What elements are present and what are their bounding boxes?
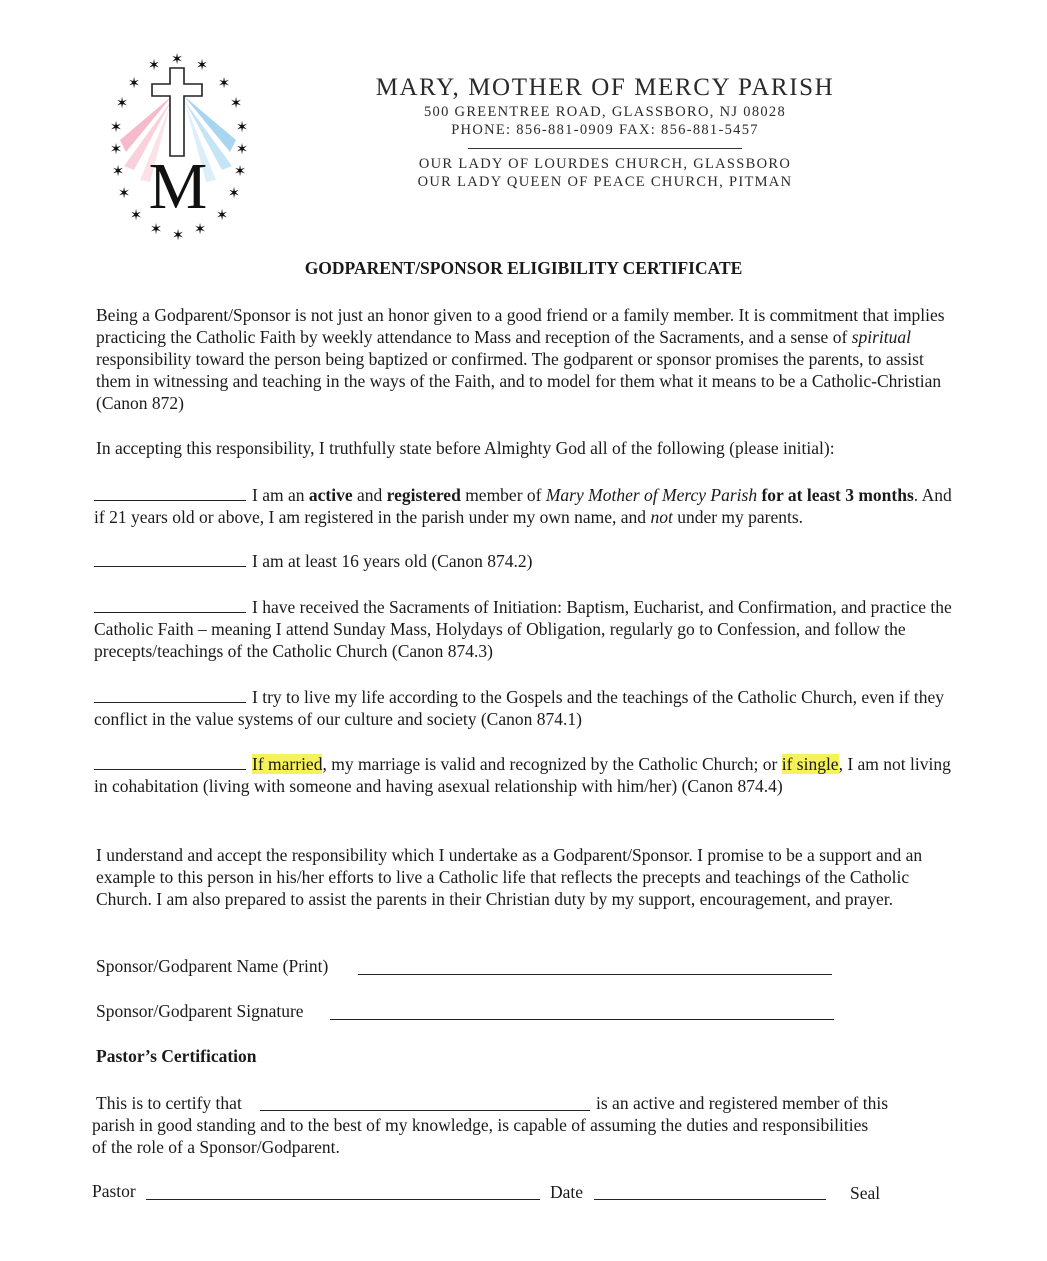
initial-blank-2[interactable] — [94, 552, 246, 567]
item5-if-single: if single — [781, 754, 839, 774]
eligibility-item-membership — [94, 484, 956, 528]
document-title: GODPARENT/SPONSOR ELIGIBILITY CERTIFICATE — [304, 258, 743, 278]
eligibility-item-age — [94, 550, 956, 572]
accept-statement: In accepting this responsibility, I truthfully state before Almighty God all of the following (please initial): — [96, 438, 835, 458]
item4-text: I try to live my life according to the Gospels and the teachings of the Catholic Church, even if they conflict in the value systems of our culture and society (Canon 874.1) — [94, 687, 945, 729]
parish-address: 500 GREENTREE ROAD, GLASSBORO, NJ 08028 — [423, 104, 787, 120]
sponsor-signature-field[interactable] — [330, 1019, 834, 1020]
svg-text:✶: ✶ — [233, 162, 247, 180]
svg-text:✶: ✶ — [217, 74, 231, 92]
intro-text-2: responsibility toward the person being baptized or confirmed. The godparent or sponsor promises the parents, to assist them in witnessing and teaching in the ways of the Faith, and to model for them what it means to be a Catholic-Christian (Canon 872) — [96, 349, 942, 413]
item1-duration: for at least 3 months — [761, 485, 914, 505]
svg-text:M: M — [148, 150, 208, 223]
parish-name: MARY, MOTHER OF MERCY PARISH — [375, 74, 835, 101]
eligibility-item-gospels — [94, 686, 956, 730]
seal-label: Seal — [850, 1183, 881, 1203]
item1-not: not — [650, 507, 673, 527]
certify-rest: parish in good standing and to the best of my knowledge, is capable of assuming the duties and responsibilities of the role of a Sponsor/Godparent. — [92, 1115, 869, 1157]
eligibility-item-marriage — [94, 753, 956, 797]
item1-text-1: I am an — [252, 485, 309, 505]
church-lourdes: OUR LADY OF LOURDES CHURCH, GLASSBORO — [418, 156, 792, 172]
intro-paragraph — [96, 304, 956, 414]
sponsor-name-field[interactable] — [358, 974, 832, 975]
item5-if-married: If married — [252, 754, 323, 774]
initial-blank-5[interactable] — [94, 755, 246, 770]
item5-text-2: , I am not living in cohabitation (living with someone and having asexual relationship with him/her) (Canon 874.4) — [94, 754, 951, 796]
svg-text:✶: ✶ — [170, 50, 184, 68]
pastor-label: Pastor — [92, 1181, 136, 1201]
sponsor-name-label: Sponsor/Godparent Name (Print) — [96, 956, 329, 976]
svg-text:✶: ✶ — [127, 74, 141, 92]
date-field[interactable] — [594, 1199, 826, 1200]
initial-blank-1[interactable] — [94, 486, 246, 501]
svg-text:✶: ✶ — [149, 220, 163, 238]
svg-text:✶: ✶ — [171, 226, 185, 244]
svg-text:✶: ✶ — [235, 118, 249, 136]
svg-text:✶: ✶ — [117, 184, 131, 202]
item1-active: active — [308, 485, 353, 505]
svg-text:✶: ✶ — [147, 56, 161, 74]
item1-registered: registered — [386, 485, 461, 505]
svg-text:✶: ✶ — [129, 206, 143, 224]
understanding-paragraph: I understand and accept the responsibility which I undertake as a Godparent/Sponsor. I promise to be a support and an example to this person in his/her efforts to live a Catholic life that reflects the precepts and teachings of the Catholic Church. I am also prepared to assist the parents in their Christian duty by my support, encouragement, and prayer. — [96, 845, 923, 909]
initial-blank-4[interactable] — [94, 688, 246, 703]
parish-logo — [104, 48, 252, 244]
svg-text:✶: ✶ — [195, 56, 209, 74]
pastor-signature-field[interactable] — [146, 1199, 540, 1200]
sponsor-signature-label: Sponsor/Godparent Signature — [96, 1001, 304, 1021]
item1-parish: Mary Mother of Mercy Parish — [545, 485, 758, 505]
svg-text:✶: ✶ — [115, 94, 129, 112]
header-divider — [468, 148, 742, 149]
initial-blank-3[interactable] — [94, 598, 246, 613]
church-queen-of-peace: OUR LADY QUEEN OF PEACE CHURCH, PITMAN — [417, 174, 793, 190]
parish-phone-fax: PHONE: 856-881-0909 FAX: 856-881-5457 — [451, 122, 759, 138]
item1-text-6: under my parents. — [672, 507, 804, 527]
item1-text-3: member of — [460, 485, 546, 505]
intro-text-1: Being a Godparent/Sponsor is not just an honor given to a good friend or a family member. It is commitment that implies practicing the Catholic Faith by weekly attendance to Mass and reception of the Sacraments, and a sense of — [96, 305, 945, 347]
svg-text:✶: ✶ — [215, 206, 229, 224]
pastor-certification-heading: Pastor’s Certification — [96, 1046, 257, 1066]
svg-text:✶: ✶ — [193, 220, 207, 238]
svg-text:✶: ✶ — [229, 94, 243, 112]
svg-text:✶: ✶ — [111, 162, 125, 180]
svg-text:✶: ✶ — [235, 140, 249, 158]
svg-text:✶: ✶ — [109, 118, 123, 136]
item1-text-5: . And if 21 years old or above, I am registered in the parish under my own name, and — [94, 485, 952, 527]
certify-name-field[interactable] — [260, 1110, 590, 1111]
item5-text-1: , my marriage is valid and recognized by the Catholic Church; or — [322, 754, 782, 774]
item3-text: I have received the Sacraments of Initiation: Baptism, Eucharist, and Confirmation, and practice the Catholic Faith – meaning I attend Sunday Mass, Holydays of Obligation, regularly go to Confession, and follow the precepts/teachings of the Catholic Church (Canon 874.3) — [94, 597, 952, 661]
certify-start: This is to certify that — [96, 1093, 242, 1113]
item2-text: I am at least 16 years old (Canon 874.2) — [252, 551, 533, 571]
certify-end: is an active and registered member of this — [596, 1093, 889, 1113]
eligibility-item-sacraments — [94, 596, 956, 662]
svg-text:✶: ✶ — [109, 140, 123, 158]
intro-spiritual: spiritual — [851, 327, 911, 347]
svg-text:✶: ✶ — [227, 184, 241, 202]
item1-text-2: and — [352, 485, 387, 505]
date-label: Date — [550, 1182, 584, 1202]
